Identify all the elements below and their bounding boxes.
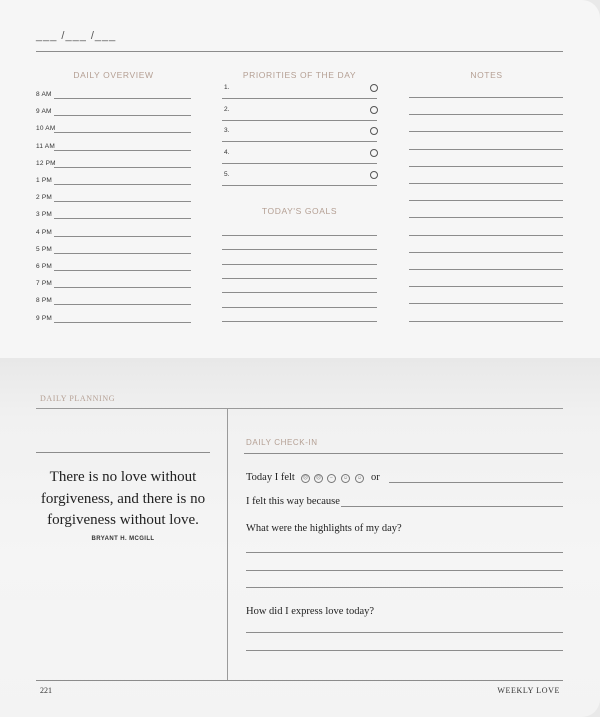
love-line-1[interactable] xyxy=(246,632,563,633)
hour-line[interactable] xyxy=(54,115,191,116)
header-divider xyxy=(36,51,563,52)
notes-line[interactable] xyxy=(409,131,563,132)
hour-line[interactable] xyxy=(54,253,191,254)
quote-divider xyxy=(36,452,210,453)
happy-face-icon[interactable]: ☺ xyxy=(342,475,349,481)
neutral-face-icon[interactable]: − xyxy=(327,474,336,483)
notes-line[interactable] xyxy=(409,200,563,201)
notes-line[interactable] xyxy=(409,252,563,253)
hour-line[interactable] xyxy=(54,184,191,185)
priority-number: 5. xyxy=(224,170,230,178)
daily-planning-label: DAILY PLANNING xyxy=(40,394,116,403)
hour-label: 5 PM xyxy=(36,245,52,253)
very-happy-face-icon[interactable]: ☺ xyxy=(356,475,363,481)
notes-line[interactable] xyxy=(409,217,563,218)
notes-line[interactable] xyxy=(409,269,563,270)
goal-line[interactable] xyxy=(222,249,377,250)
hour-line[interactable] xyxy=(54,270,191,271)
hour-line[interactable] xyxy=(54,150,191,151)
hour-line[interactable] xyxy=(54,132,191,133)
priority-line[interactable] xyxy=(222,163,377,164)
goal-line[interactable] xyxy=(222,307,377,308)
because-line[interactable] xyxy=(341,506,563,507)
goal-line[interactable] xyxy=(222,321,377,322)
notes-line[interactable] xyxy=(409,114,563,115)
hour-line[interactable] xyxy=(54,236,191,237)
hour-label: 7 PM xyxy=(36,280,52,288)
priority-number: 3. xyxy=(224,127,230,135)
love-question: How did I express love today? xyxy=(246,606,375,617)
goal-line[interactable] xyxy=(222,278,377,279)
notes-line[interactable] xyxy=(409,166,563,167)
hour-label: 10 AM xyxy=(36,125,56,133)
notes-line[interactable] xyxy=(409,183,563,184)
highlights-line-2[interactable] xyxy=(246,570,563,571)
hour-label: 2 PM xyxy=(36,194,52,202)
felt-label: Today I felt xyxy=(246,472,295,483)
hour-label: 9 PM xyxy=(36,314,52,322)
notes-line[interactable] xyxy=(409,235,563,236)
notes-line[interactable] xyxy=(409,303,563,304)
check-in-divider xyxy=(244,453,563,454)
footer-divider xyxy=(36,680,563,681)
very-sad-face-icon[interactable]: ☹ xyxy=(302,475,309,481)
goals-title: TODAY'S GOALS xyxy=(261,206,338,216)
priority-checkbox[interactable] xyxy=(370,106,378,114)
check-in-title: DAILY CHECK-IN xyxy=(246,438,318,447)
hour-label: 1 PM xyxy=(36,177,52,184)
hour-line[interactable] xyxy=(54,287,191,288)
quote-author: BRYANT H. MCGILL xyxy=(91,536,155,542)
priority-line[interactable] xyxy=(222,98,377,99)
goal-line[interactable] xyxy=(222,264,377,265)
priorities-title: PRIORITIES OF THE DAY xyxy=(242,70,357,80)
highlights-line-1[interactable] xyxy=(246,552,563,553)
planning-divider xyxy=(36,408,563,409)
priority-number: 2. xyxy=(224,105,230,113)
because-label: I felt this way because xyxy=(246,496,340,507)
felt-other-line[interactable] xyxy=(389,482,563,483)
notes-line[interactable] xyxy=(409,149,563,150)
hour-label: 12 PM xyxy=(36,159,56,167)
daily-overview-title: DAILY OVERVIEW xyxy=(73,70,154,80)
hour-line[interactable] xyxy=(54,304,191,305)
highlights-line-3[interactable] xyxy=(246,587,563,588)
page-number: 221 xyxy=(40,686,52,695)
hour-label: 6 PM xyxy=(36,263,52,270)
hour-line[interactable] xyxy=(54,98,191,99)
hour-line[interactable] xyxy=(54,201,191,202)
date-field[interactable]: ___ /___ /___ xyxy=(36,30,117,42)
sad-face-icon[interactable]: ☹ xyxy=(315,475,322,481)
hour-label: 3 PM xyxy=(36,211,52,219)
notes-title: NOTES xyxy=(470,70,503,80)
love-line-2[interactable] xyxy=(246,650,563,651)
priority-checkbox[interactable] xyxy=(370,171,378,179)
hour-label: 4 PM xyxy=(36,228,52,236)
hour-label: 9 AM xyxy=(36,108,52,116)
hour-label: 8 PM xyxy=(36,297,52,305)
notes-line[interactable] xyxy=(409,321,563,322)
column-divider xyxy=(227,408,228,680)
notes-line[interactable] xyxy=(409,286,563,287)
goal-line[interactable] xyxy=(222,235,377,236)
priority-line[interactable] xyxy=(222,141,377,142)
notes-line[interactable] xyxy=(409,97,563,98)
or-label: or xyxy=(371,472,380,483)
priority-line[interactable] xyxy=(222,185,377,186)
priority-number: 1. xyxy=(224,84,230,91)
priority-checkbox[interactable] xyxy=(370,84,378,92)
quote-text: There is no love without forgiveness, and there is no forgiveness without love. xyxy=(40,469,206,528)
priority-number: 4. xyxy=(224,149,230,157)
hour-line[interactable] xyxy=(54,218,191,219)
highlights-question: What were the highlights of my day? xyxy=(246,523,402,534)
hour-label: 8 AM xyxy=(36,91,52,98)
goal-line[interactable] xyxy=(222,292,377,293)
book-title: WEEKLY LOVE xyxy=(497,686,560,695)
hour-line[interactable] xyxy=(54,322,191,323)
hour-label: 11 AM xyxy=(36,142,55,150)
hour-line[interactable] xyxy=(54,167,191,168)
priority-line[interactable] xyxy=(222,120,377,121)
